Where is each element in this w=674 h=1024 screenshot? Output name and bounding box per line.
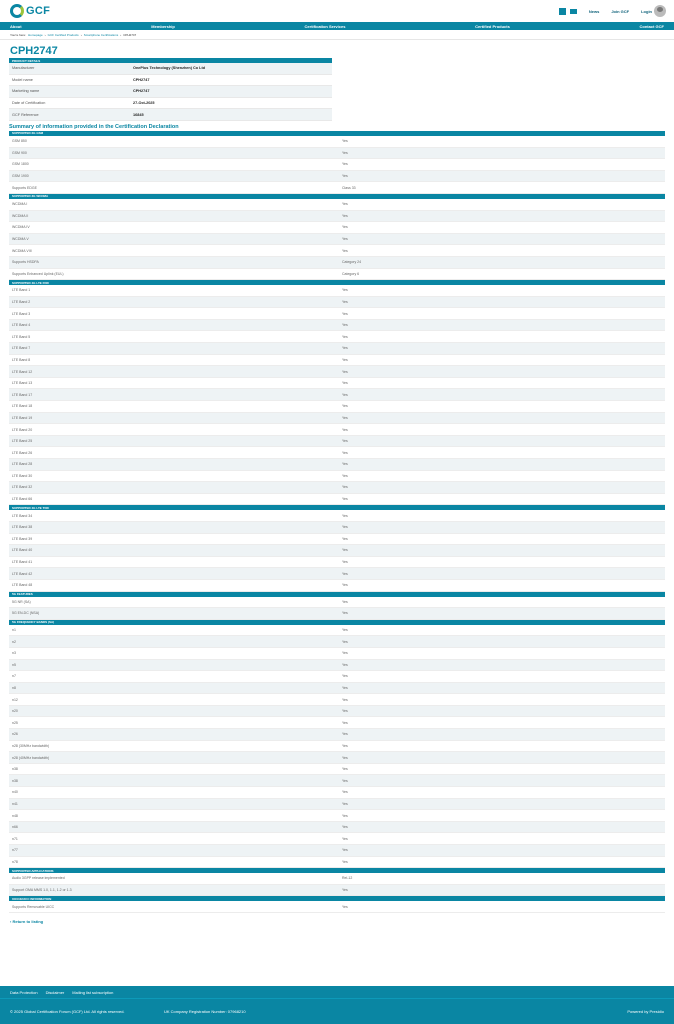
table-row <box>9 833 665 845</box>
table-row <box>9 683 665 695</box>
section-rows <box>9 136 665 194</box>
row-value: Yes <box>342 513 348 518</box>
section-3 <box>9 505 665 591</box>
row-label: LTE Band 20 <box>12 427 33 432</box>
detail-value: CPH2747 <box>133 89 150 94</box>
table-row <box>9 436 665 448</box>
company-registration: UK Company Registration Number: 07968210 <box>164 1009 246 1014</box>
product-details-heading: PRODUCT DETAILS <box>9 58 332 63</box>
powered-by[interactable]: Powered by Presidio <box>627 1009 664 1014</box>
row-value: Yes <box>342 150 348 155</box>
table-row <box>9 706 665 718</box>
breadcrumb-home[interactable]: Homepage <box>27 32 43 37</box>
linkedin-icon[interactable] <box>559 8 566 15</box>
row-value: Yes <box>342 859 348 864</box>
footer-link-disclaimer[interactable]: Disclaimer <box>45 989 65 995</box>
row-value: Yes <box>342 346 348 351</box>
section-5 <box>9 620 665 868</box>
section-rows <box>9 625 665 868</box>
table-row <box>9 343 665 355</box>
row-label: n28 (30MHz bandwidth) <box>12 743 50 748</box>
row-label: LTE Band 4 <box>12 323 31 328</box>
table-row <box>9 534 665 546</box>
row-value: Yes <box>342 651 348 656</box>
table-row <box>9 545 665 557</box>
table-row <box>9 401 665 413</box>
table-row <box>9 308 665 320</box>
row-value: Yes <box>342 709 348 714</box>
row-label: LTE Band 3 <box>12 311 31 316</box>
table-row <box>9 671 665 683</box>
section-heading: SUPPORTED APPLICATIONS <box>9 868 665 873</box>
row-value: Yes <box>342 473 348 478</box>
row-value: Yes <box>342 392 348 397</box>
row-label: n8 <box>12 685 16 690</box>
row-value: Yes <box>342 139 348 144</box>
row-value: Yes <box>342 357 348 362</box>
row-label: n20 <box>12 709 18 714</box>
row-label: LTE Band 1 <box>12 288 31 293</box>
table-row <box>9 471 665 483</box>
gcf-logo[interactable]: GCF <box>10 3 50 19</box>
copyright-text: © 2025 Global Certification Forum (GCF) Ltd. All rights reserved. <box>10 1009 125 1014</box>
row-value: Yes <box>342 732 348 737</box>
table-row <box>9 885 665 897</box>
row-value: Yes <box>342 697 348 702</box>
section-rows <box>9 597 665 620</box>
detail-label: Model name <box>12 77 33 82</box>
table-row <box>9 729 665 741</box>
table-row <box>9 522 665 534</box>
detail-value: 16845 <box>133 112 144 117</box>
row-value: Yes <box>342 639 348 644</box>
row-value: Yes <box>342 583 348 588</box>
row-value: Yes <box>342 174 348 179</box>
page-title: CPH2747 <box>10 45 58 57</box>
row-label: n2 <box>12 639 16 644</box>
row-value: Yes <box>342 628 348 633</box>
section-heading: UICC/EUICC INFORMATION <box>9 896 665 901</box>
breadcrumb: You're here: Homepage › GCF Certified Products › Smartphone Certifications › CPH2747 <box>0 30 674 40</box>
detail-row <box>9 98 332 110</box>
row-value: Category 24 <box>342 260 362 265</box>
breadcrumb-smartphones[interactable]: Smartphone Certifications <box>83 32 119 37</box>
row-label: GSM 900 <box>12 150 27 155</box>
table-row <box>9 625 665 637</box>
table-row <box>9 447 665 459</box>
table-row <box>9 355 665 367</box>
table-row <box>9 459 665 471</box>
nav-item-membership[interactable]: Membership <box>151 23 175 29</box>
footer-link-mailing-list-subscription[interactable]: Mailing list subscription <box>72 989 114 995</box>
utility-nav <box>559 4 666 18</box>
detail-row <box>9 75 332 87</box>
section-heading: 5G FEATURES <box>9 592 665 597</box>
row-value: Yes <box>342 790 348 795</box>
table-row <box>9 482 665 494</box>
login-link[interactable]: Login <box>641 8 652 14</box>
row-label: n78 <box>12 859 18 864</box>
row-label: LTE Band 25 <box>12 439 33 444</box>
row-value: Yes <box>342 485 348 490</box>
row-label: n26 <box>12 732 18 737</box>
row-value: Yes <box>342 525 348 530</box>
row-label: n38 <box>12 778 18 783</box>
row-value: Yes <box>342 599 348 604</box>
table-row <box>9 494 665 506</box>
row-label: n25 <box>12 720 18 725</box>
row-value: Yes <box>342 334 348 339</box>
table-row <box>9 285 665 297</box>
detail-value: CPH2747 <box>133 77 150 82</box>
row-label: LTE Band 17 <box>12 392 33 397</box>
table-row <box>9 257 665 269</box>
row-value: Yes <box>342 755 348 760</box>
table-row <box>9 810 665 822</box>
table-row <box>9 366 665 378</box>
table-row <box>9 234 665 246</box>
row-value: Yes <box>342 813 348 818</box>
row-value: Yes <box>342 836 348 841</box>
table-row <box>9 901 665 913</box>
table-row <box>9 413 665 425</box>
row-label: LTE Band 39 <box>12 536 33 541</box>
table-row <box>9 297 665 309</box>
row-value: Yes <box>342 427 348 432</box>
nav-item-certification-services[interactable]: Certification Services <box>304 23 346 29</box>
row-value: Yes <box>342 904 348 909</box>
row-value: Yes <box>342 888 348 893</box>
row-label: LTE Band 32 <box>12 485 33 490</box>
row-value: Yes <box>342 404 348 409</box>
row-label: LTE Band 30 <box>12 473 33 478</box>
row-label: n28 (40MHz bandwidth) <box>12 755 50 760</box>
row-label: n48 <box>12 813 18 818</box>
row-value: Yes <box>342 381 348 386</box>
row-value: Yes <box>342 323 348 328</box>
detail-label: Date of Certification <box>12 101 46 106</box>
section-heading: 5G FREQUENCY BANDS (SA) <box>9 620 665 625</box>
row-value: Yes <box>342 571 348 576</box>
table-row <box>9 822 665 834</box>
row-label: LTE Band 34 <box>12 513 33 518</box>
table-row <box>9 269 665 281</box>
table-row <box>9 764 665 776</box>
footer-link-data-protection[interactable]: Data Protection <box>10 989 38 995</box>
section-6 <box>9 868 665 896</box>
user-avatar-icon[interactable] <box>654 5 666 17</box>
news-link[interactable]: News <box>588 8 600 14</box>
row-value: Yes <box>342 213 348 218</box>
row-value: Yes <box>342 369 348 374</box>
row-label: 5G NR (SA) <box>12 599 31 604</box>
section-rows <box>9 901 665 913</box>
section-rows <box>9 285 665 505</box>
row-value: Yes <box>342 611 348 616</box>
detail-label: Marketing name <box>12 89 40 94</box>
table-row <box>9 660 665 672</box>
row-label: WCDMA VIII <box>12 248 32 253</box>
row-label: LTE Band 48 <box>12 583 33 588</box>
nav-item-about[interactable]: About <box>10 23 22 29</box>
table-row <box>9 136 665 148</box>
row-label: Audio 3GPP release implemented <box>12 876 65 881</box>
row-label: LTE Band 5 <box>12 334 31 339</box>
row-value: Rel-12 <box>342 876 353 881</box>
row-label: n3 <box>12 651 16 656</box>
table-row <box>9 222 665 234</box>
row-value: Yes <box>342 848 348 853</box>
table-row <box>9 597 665 609</box>
detail-row <box>9 109 332 121</box>
table-row <box>9 648 665 660</box>
return-to-listing-link[interactable]: ‹ Return to listing <box>10 918 44 924</box>
row-label: LTE Band 42 <box>12 571 33 576</box>
row-value: Yes <box>342 288 348 293</box>
footer-links <box>0 986 674 999</box>
table-row <box>9 717 665 729</box>
table-row <box>9 580 665 592</box>
section-heading: SUPPORTED 3G WCDMA <box>9 194 665 199</box>
row-label: n7 <box>12 674 16 679</box>
row-label: GSM 1800 <box>12 162 29 167</box>
table-row <box>9 568 665 580</box>
row-label: LTE Band 2 <box>12 299 31 304</box>
row-label: n77 <box>12 848 18 853</box>
row-label: Supports HSDPA <box>12 260 39 265</box>
row-value: Class 33 <box>342 185 356 190</box>
row-label: LTE Band 66 <box>12 497 33 502</box>
row-value: Yes <box>342 415 348 420</box>
product-details-table <box>9 58 332 121</box>
row-label: LTE Band 40 <box>12 548 33 553</box>
section-4 <box>9 592 665 620</box>
row-value: Yes <box>342 497 348 502</box>
row-value: Yes <box>342 439 348 444</box>
section-heading: SUPPORTED 4G LTE FDD <box>9 280 665 285</box>
row-value: Yes <box>342 202 348 207</box>
row-value: Yes <box>342 162 348 167</box>
table-row <box>9 245 665 257</box>
table-row <box>9 694 665 706</box>
table-row <box>9 389 665 401</box>
row-value: Yes <box>342 825 348 830</box>
table-row <box>9 148 665 160</box>
row-label: LTE Band 12 <box>12 369 33 374</box>
row-value: Yes <box>342 237 348 242</box>
detail-label: Manufacturer <box>12 66 35 71</box>
row-label: LTE Band 38 <box>12 525 33 530</box>
row-value: Yes <box>342 536 348 541</box>
row-label: WCDMA I <box>12 202 28 207</box>
table-row <box>9 608 665 620</box>
row-value: Yes <box>342 462 348 467</box>
section-rows <box>9 199 665 280</box>
row-label: LTE Band 7 <box>12 346 31 351</box>
table-row <box>9 857 665 869</box>
table-row <box>9 799 665 811</box>
section-0 <box>9 131 665 194</box>
row-label: WCDMA II <box>12 213 29 218</box>
main-nav <box>0 22 674 30</box>
table-row <box>9 752 665 764</box>
row-label: n1 <box>12 628 16 633</box>
table-row <box>9 159 665 171</box>
row-value: Category 6 <box>342 271 360 276</box>
table-row <box>9 873 665 885</box>
logo-icon <box>10 4 24 18</box>
table-row <box>9 636 665 648</box>
mail-icon[interactable] <box>570 9 577 14</box>
table-row <box>9 171 665 183</box>
table-row <box>9 424 665 436</box>
detail-value: 27-Oct-2025 <box>133 101 155 106</box>
table-row <box>9 378 665 390</box>
table-row <box>9 510 665 522</box>
row-value: Yes <box>342 311 348 316</box>
row-label: n38 <box>12 767 18 772</box>
row-label: LTE Band 41 <box>12 560 33 565</box>
row-value: Yes <box>342 720 348 725</box>
section-rows <box>9 510 665 591</box>
table-row <box>9 331 665 343</box>
row-value: Yes <box>342 248 348 253</box>
table-row <box>9 320 665 332</box>
nav-item-contact-gcf[interactable]: Contact GCF <box>639 23 664 29</box>
row-label: Supports EDGE <box>12 185 37 190</box>
table-row <box>9 199 665 211</box>
row-value: Yes <box>342 450 348 455</box>
row-label: LTE Band 28 <box>12 462 33 467</box>
section-1 <box>9 194 665 280</box>
row-label: Support OMA MMS 1.0, 1.1, 1.2 or 1.3 <box>12 888 72 893</box>
row-label: LTE Band 8 <box>12 357 31 362</box>
join-gcf-link[interactable]: Join GCF <box>611 8 630 14</box>
section-heading: SUPPORTED 4G LTE TDD <box>9 505 665 510</box>
site-footer <box>0 986 674 1024</box>
site-header <box>0 0 674 22</box>
summary-title: Summary of information provided in the Certification Declaration <box>9 123 179 130</box>
row-label: GSM 1900 <box>12 174 29 179</box>
table-row <box>9 845 665 857</box>
table-row <box>9 787 665 799</box>
row-label: LTE Band 13 <box>12 381 33 386</box>
row-value: Yes <box>342 743 348 748</box>
detail-row <box>9 86 332 98</box>
detail-row <box>9 63 332 75</box>
row-label: 5G EN-DC (NSA) <box>12 611 40 616</box>
breadcrumb-current: CPH2747 <box>123 32 137 37</box>
detail-value: OnePlus Technology (Shenzhen) Co Ltd <box>133 66 206 71</box>
row-label: Supports Enhanced Uplink (EUL) <box>12 271 64 276</box>
row-value: Yes <box>342 778 348 783</box>
row-value: Yes <box>342 767 348 772</box>
row-label: WCDMA V <box>12 237 29 242</box>
table-row <box>9 557 665 569</box>
row-label: n12 <box>12 697 18 702</box>
row-value: Yes <box>342 225 348 230</box>
breadcrumb-products[interactable]: GCF Certified Products <box>47 32 79 37</box>
row-value: Yes <box>342 548 348 553</box>
section-rows <box>9 873 665 896</box>
row-value: Yes <box>342 662 348 667</box>
section-7 <box>9 896 665 913</box>
table-row <box>9 211 665 223</box>
row-label: GSM 850 <box>12 139 27 144</box>
row-label: n71 <box>12 836 18 841</box>
table-row <box>9 182 665 194</box>
detail-label: GCF Reference <box>12 112 39 117</box>
row-value: Yes <box>342 685 348 690</box>
table-row <box>9 741 665 753</box>
row-value: Yes <box>342 801 348 806</box>
row-value: Yes <box>342 674 348 679</box>
row-label: WCDMA IV <box>12 225 30 230</box>
row-label: LTE Band 18 <box>12 404 33 409</box>
section-2 <box>9 280 665 505</box>
row-value: Yes <box>342 299 348 304</box>
row-label: Supports Removable UICC <box>12 904 55 909</box>
table-row <box>9 775 665 787</box>
row-label: LTE Band 26 <box>12 450 33 455</box>
nav-item-certified-products[interactable]: Certified Products <box>475 23 510 29</box>
row-label: n40 <box>12 790 18 795</box>
row-label: n41 <box>12 801 18 806</box>
row-label: n5 <box>12 662 16 667</box>
certification-summary <box>9 131 665 913</box>
section-heading: SUPPORTED 2G GSM <box>9 131 665 136</box>
row-label: LTE Band 19 <box>12 415 33 420</box>
row-value: Yes <box>342 560 348 565</box>
row-label: n66 <box>12 825 18 830</box>
